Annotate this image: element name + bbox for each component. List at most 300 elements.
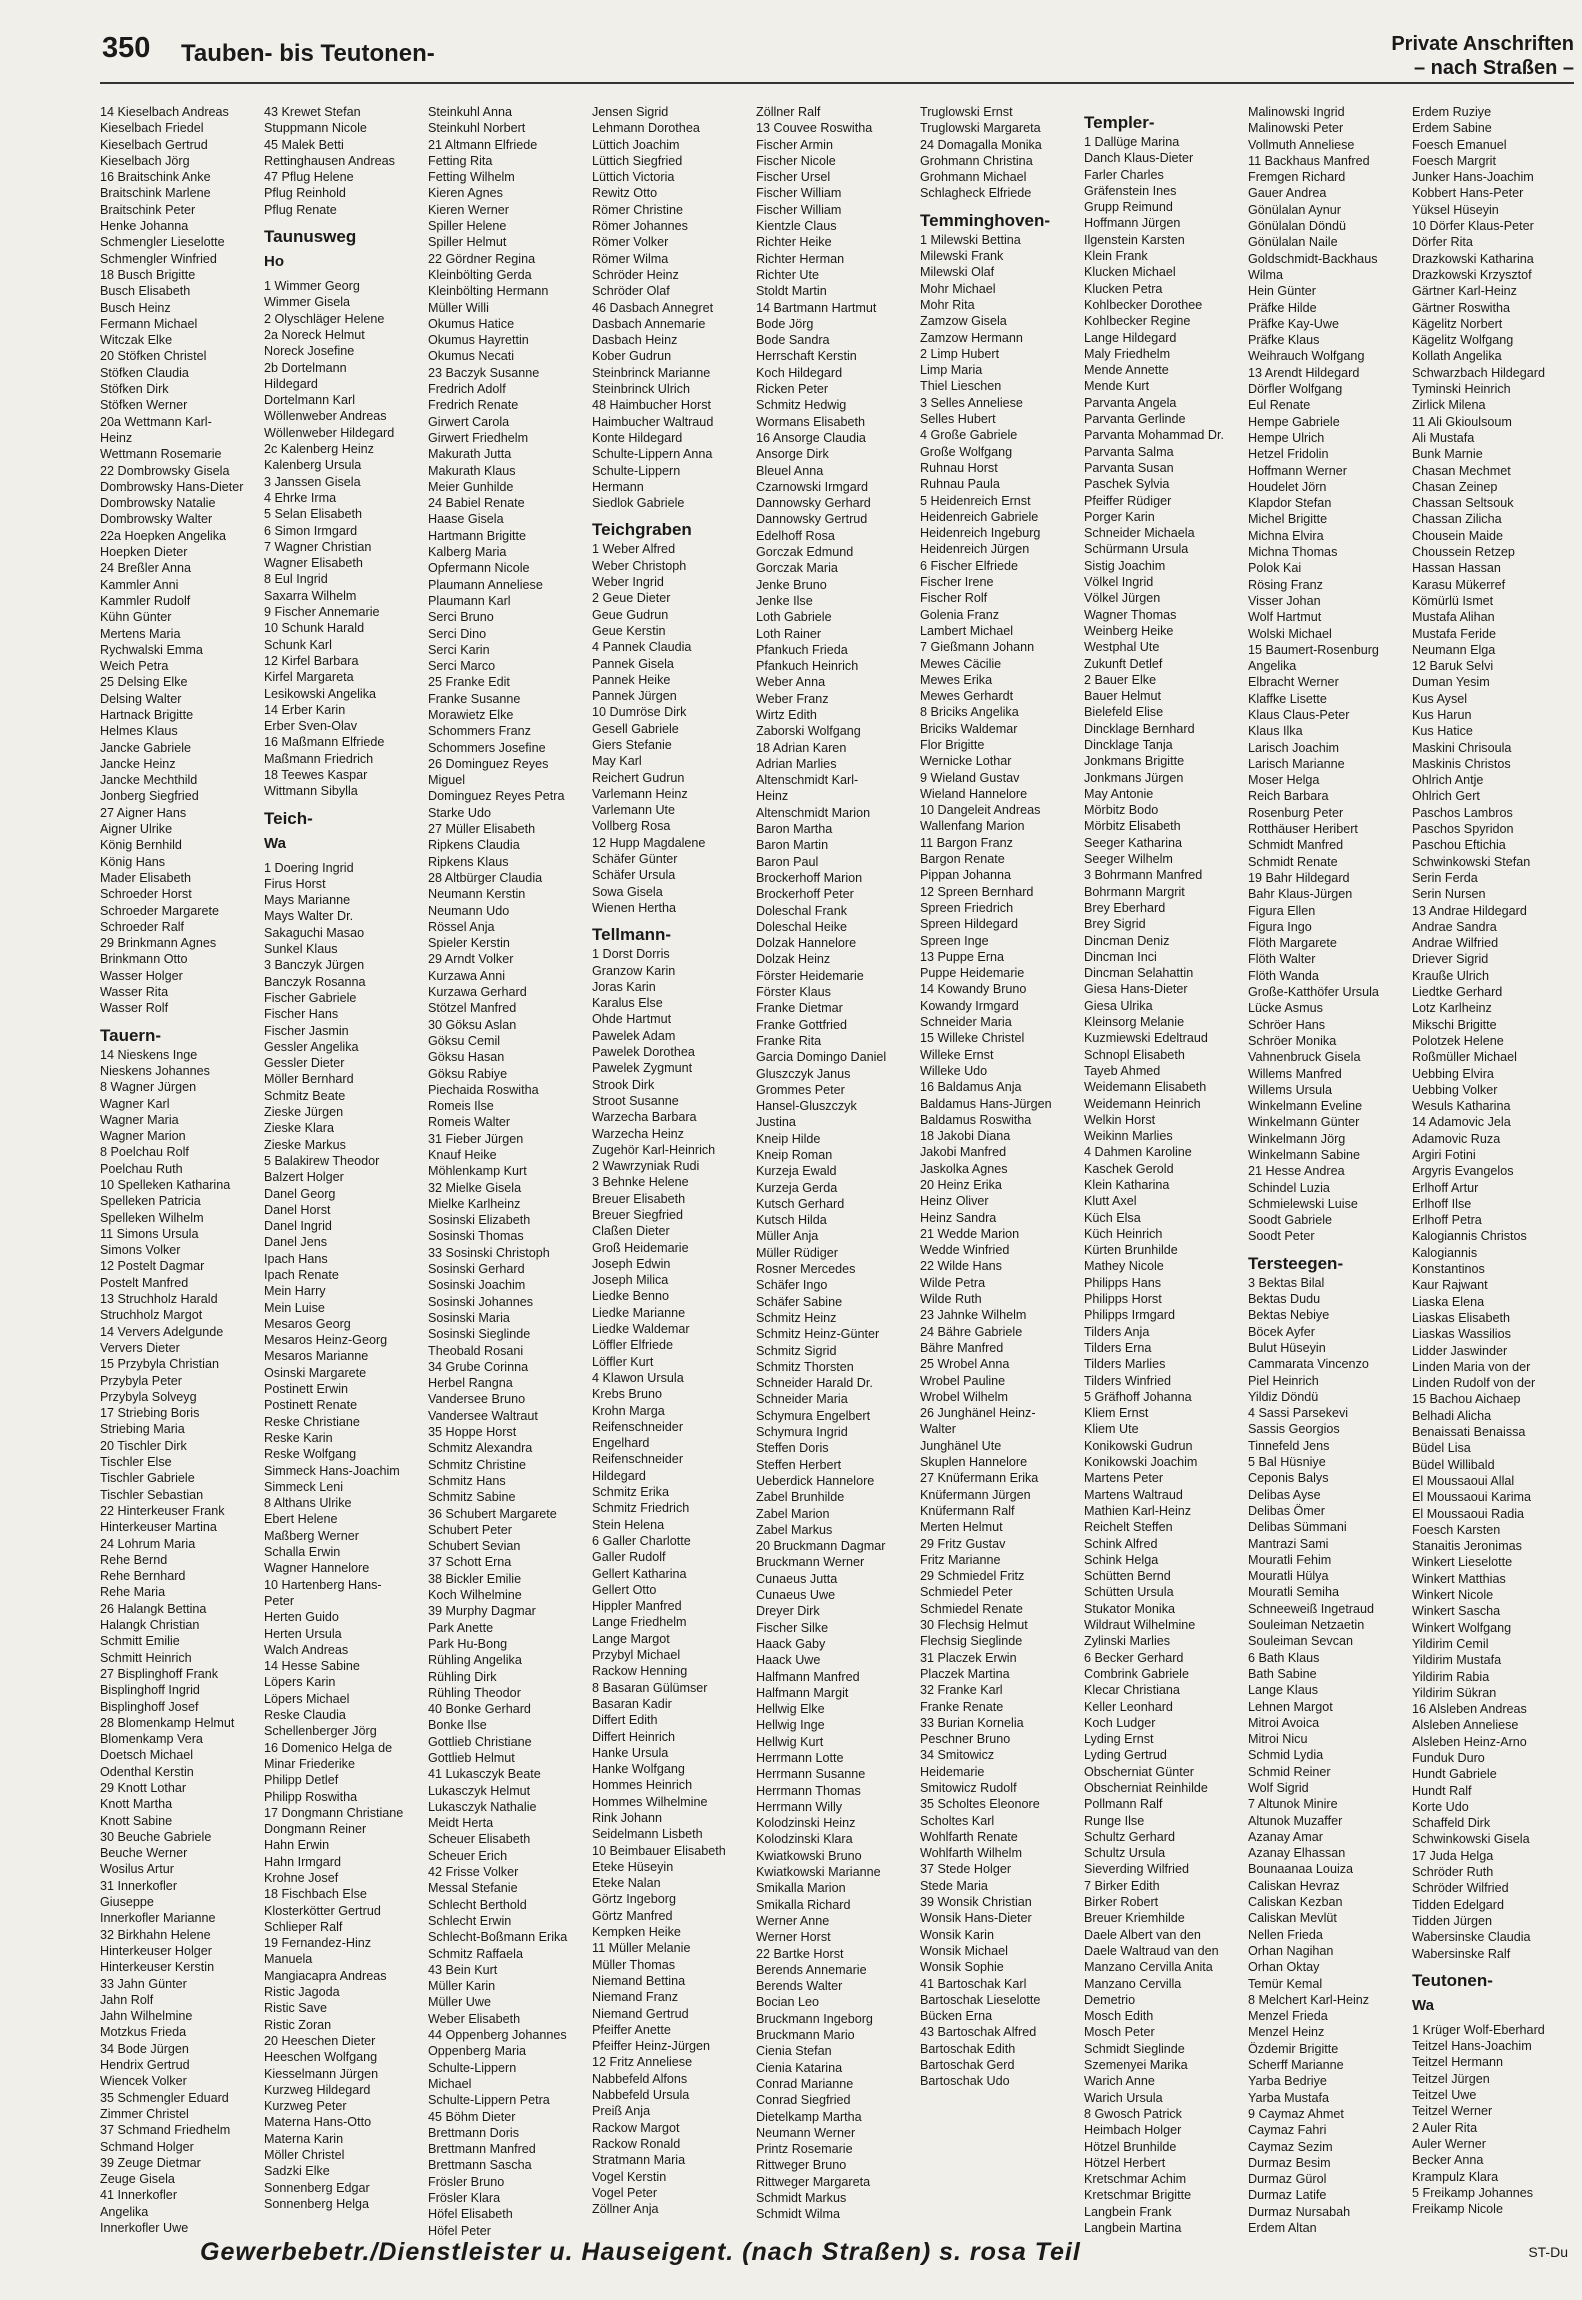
directory-entry: Wagner Karl xyxy=(100,1096,170,1111)
directory-entry: 21 Hesse Andrea xyxy=(1248,1164,1345,1179)
directory-entry: Mantrazi Sami xyxy=(1248,1536,1329,1551)
directory-entry: Wimmer Gisela xyxy=(264,295,351,310)
directory-entry: Angelika xyxy=(1248,659,1297,674)
directory-entry: Warzecha Heinz xyxy=(592,1126,684,1141)
directory-entry: Römer Volker xyxy=(592,235,669,250)
directory-entry: Baron Paul xyxy=(756,854,819,869)
directory-entry: Frösler Bruno xyxy=(428,2174,505,2189)
directory-entry: Wonsik Karin xyxy=(920,1927,994,1942)
directory-entry: 20 Bruckmann Dagmar xyxy=(756,1539,886,1554)
directory-entry: Müller Willi xyxy=(428,300,489,315)
directory-entry: Wosilus Artur xyxy=(100,1862,174,1877)
district-code: Wa xyxy=(1412,1996,1434,2014)
directory-entry: Lotz Karlheinz xyxy=(1412,1001,1492,1016)
directory-entry: Herten Guido xyxy=(264,1610,339,1625)
directory-entry: Fischer Armin xyxy=(756,137,833,152)
directory-entry: Vahnenbruck Gisela xyxy=(1248,1050,1361,1065)
district-code: Ho xyxy=(264,253,284,271)
directory-entry: 7 Wagner Christian xyxy=(264,539,372,554)
directory-entry: Yildirim Rabia xyxy=(1412,1669,1490,1684)
directory-entry: Winkert Lieselotte xyxy=(1412,1555,1513,1570)
directory-entry: Mein Harry xyxy=(264,1284,326,1299)
directory-entry: Liedke Waldemar xyxy=(592,1322,690,1337)
directory-entry: Schütten Ursula xyxy=(1084,1585,1174,1600)
directory-entry: Koch Hildegard xyxy=(756,365,843,380)
directory-entry: Ilgenstein Karsten xyxy=(1084,232,1185,247)
directory-entry: Wonsik Michael xyxy=(920,1943,1008,1958)
directory-entry: 4 Große Gabriele xyxy=(920,428,1018,443)
directory-entry: Müller Thomas xyxy=(592,1957,676,1972)
directory-entry: Mein Luise xyxy=(264,1300,325,1315)
directory-entry: Zöllner Ralf xyxy=(756,105,821,119)
directory-entry: Azanay Elhassan xyxy=(1248,1846,1346,1861)
directory-entry: Kleinsorg Melanie xyxy=(1084,1015,1185,1030)
directory-entry: Blomenkamp Vera xyxy=(100,1732,203,1747)
directory-entry: 8 Poelchau Rolf xyxy=(100,1145,189,1160)
directory-entry: Pfeiffer Heinz-Jürgen xyxy=(592,2039,711,2054)
directory-entry: Dongmann Reiner xyxy=(264,1822,367,1837)
directory-entry: Truglowski Ernst xyxy=(920,105,1013,119)
directory-entry: Malinowski Ingrid xyxy=(1248,105,1345,119)
directory-entry: Willems Manfred xyxy=(1248,1066,1342,1081)
directory-entry: Kutsch Hilda xyxy=(756,1213,827,1228)
directory-entry: Heinz xyxy=(100,430,133,445)
directory-entry: Pawelek Dorothea xyxy=(592,1045,695,1060)
directory-entry: 6 Galler Charlotte xyxy=(592,1533,691,1548)
directory-entry: Ueberdick Hannelore xyxy=(756,1473,875,1488)
directory-entry: Kirfel Margareta xyxy=(264,670,354,685)
directory-entry: Kleinbölting Gerda xyxy=(428,267,532,282)
directory-entry: 43 Bein Kurt xyxy=(428,1962,498,1977)
directory-entry: Stukator Monika xyxy=(1084,1601,1175,1616)
directory-entry: Andrae Sandra xyxy=(1412,919,1497,934)
directory-entry: Michna Thomas xyxy=(1248,545,1338,560)
directory-entry: Weber Franz xyxy=(756,691,829,706)
directory-entry: Noreck Josefine xyxy=(264,344,355,359)
directory-entry: Serci Dino xyxy=(428,626,487,641)
directory-entry: Schink Helga xyxy=(1084,1552,1159,1567)
directory-entry: Fischer Hans xyxy=(264,1007,339,1022)
directory-entry: Reske Wolfgang xyxy=(264,1447,357,1462)
directory-entry: 13 Couvee Roswitha xyxy=(756,121,873,136)
directory-entry: Wagner Thomas xyxy=(1084,607,1177,622)
directory-entry: Stuppmann Nicole xyxy=(264,121,367,136)
directory-entry: 16 Alsleben Andreas xyxy=(1412,1702,1527,1717)
directory-entry: Eteke Hüseyin xyxy=(592,1859,674,1874)
directory-entry: Menzel Heinz xyxy=(1248,2025,1325,2040)
directory-entry: 35 Scholtes Eleonore xyxy=(920,1797,1040,1812)
directory-entry: Martens Waltraud xyxy=(1084,1487,1183,1502)
directory-entry: Visser Johan xyxy=(1248,593,1321,608)
directory-entry: Große Wolfgang xyxy=(920,444,1013,459)
directory-entry: Schulte-Lippern Anna xyxy=(592,447,713,462)
directory-entry: Teitzel Werner xyxy=(1412,2104,1493,2119)
directory-entry: Duman Yesim xyxy=(1412,675,1490,690)
directory-entry: 5 Selan Elisabeth xyxy=(264,507,363,522)
directory-entry: Wöllenweber Andreas xyxy=(264,409,387,424)
directory-entry: 27 Bisplinghoff Frank xyxy=(100,1666,219,1681)
directory-entry: Hendrix Gertrud xyxy=(100,2058,190,2073)
directory-entry: Balzert Holger xyxy=(264,1170,344,1185)
directory-entry: Hein Günter xyxy=(1248,284,1316,299)
directory-entry: Milewski Olaf xyxy=(920,265,995,280)
directory-entry: Hassan Hassan xyxy=(1412,561,1501,576)
directory-entry: Stein Helena xyxy=(592,1517,665,1532)
directory-entry: Schmidt Renate xyxy=(1248,854,1338,869)
directory-entry: Schmid Lydia xyxy=(1248,1748,1324,1763)
directory-entry: Heidenreich Jürgen xyxy=(920,542,1030,557)
directory-entry: Hoffmann Jürgen xyxy=(1084,216,1181,231)
directory-entry: Neumann Werner xyxy=(756,2125,856,2140)
directory-entry: Drazkowski Katharina xyxy=(1412,251,1534,266)
directory-entry: Fetting Wilhelm xyxy=(428,170,515,185)
directory-entry: Mörbitz Elisabeth xyxy=(1084,819,1181,834)
directory-entry: Adamovic Ruza xyxy=(1412,1131,1501,1146)
directory-entry: Müller Anja xyxy=(756,1229,819,1244)
directory-entry: Zieske Klara xyxy=(264,1121,334,1136)
directory-entry: Steffen Herbert xyxy=(756,1457,842,1472)
directory-entry: Polok Kai xyxy=(1248,561,1302,576)
directory-entry: Philipp Detlef xyxy=(264,1773,339,1788)
directory-entry: Angelika xyxy=(100,2204,149,2219)
directory-entry: 22 Dombrowsky Gisela xyxy=(100,463,230,478)
directory-entry: Przybyl Michael xyxy=(592,1648,681,1663)
directory-entry: Fritz Marianne xyxy=(920,1552,1001,1567)
directory-entry: Pfeiffer Anette xyxy=(592,2022,671,2037)
directory-entry: Wirtz Edith xyxy=(756,707,817,722)
directory-entry: Ohlrich Gert xyxy=(1412,789,1480,804)
directory-entry: 14 Hesse Sabine xyxy=(264,1659,360,1674)
directory-entry: 10 Schunk Harald xyxy=(264,621,365,636)
directory-entry: Striebing Maria xyxy=(100,1422,185,1437)
directory-entry: Postinett Erwin xyxy=(264,1382,348,1397)
directory-entry: Kliem Ernst xyxy=(1084,1406,1149,1421)
directory-entry: Simons Volker xyxy=(100,1243,181,1258)
directory-entry: Schmitz Erika xyxy=(592,1485,669,1500)
directory-entry: Delsing Walter xyxy=(100,691,182,706)
directory-entry: Jensen Sigrid xyxy=(592,105,669,119)
directory-entry: Innerkofler Marianne xyxy=(100,1911,216,1926)
directory-entry: Dominguez Reyes Petra xyxy=(428,789,565,804)
directory-entry: Römer Wilma xyxy=(592,251,669,266)
directory-entry: Doetsch Michael xyxy=(100,1748,194,1763)
directory-entry: Richter Ute xyxy=(756,267,819,282)
directory-entry: Steinbrinck Ulrich xyxy=(592,382,690,397)
directory-entry: Kaschek Gerold xyxy=(1084,1161,1174,1176)
directory-entry: Rehe Bernhard xyxy=(100,1569,186,1584)
directory-entry: Paschos Lambros xyxy=(1412,805,1513,820)
directory-entry: Hinterkeuser Martina xyxy=(100,1520,217,1535)
directory-entry: Busch Heinz xyxy=(100,300,171,315)
directory-entry: Linden Rudolf von der xyxy=(1412,1376,1536,1391)
directory-entry: Vandersee Bruno xyxy=(428,1392,526,1407)
directory-entry: Jakobi Manfred xyxy=(920,1145,1007,1160)
directory-entry: 1 Dallüge Marina xyxy=(1084,135,1180,149)
directory-entry: 3 Behnke Helene xyxy=(592,1175,689,1190)
directory-entry: Sosinski Thomas xyxy=(428,1229,524,1244)
directory-entry: 10 Dumröse Dirk xyxy=(592,705,687,720)
directory-entry: Hellwig Inge xyxy=(756,1718,825,1733)
directory-entry: Eteke Nalan xyxy=(592,1876,661,1891)
directory-entry: Engelhard xyxy=(592,1436,650,1451)
directory-entry: Schultz Gerhard xyxy=(1084,1829,1175,1844)
directory-entry: Jancke Gabriele xyxy=(100,740,192,755)
directory-entry: Wilde Petra xyxy=(920,1275,986,1290)
directory-entry: Chassan Seltsouk xyxy=(1412,496,1514,511)
directory-entry: Lange Margot xyxy=(592,1631,670,1646)
directory-entry: Vogel Kerstin xyxy=(592,2169,667,2184)
directory-entry: Kleinbölting Hermann xyxy=(428,284,549,299)
directory-entry: Stöfken Werner xyxy=(100,398,188,413)
directory-entry: Manzano Cervilla xyxy=(1084,1976,1182,1991)
directory-entry: Schneider Harald Dr. xyxy=(756,1376,873,1391)
directory-entry: Lehmann Dorothea xyxy=(592,121,700,136)
directory-entry: Delibas Ayse xyxy=(1248,1487,1321,1502)
directory-entry: Dietelkamp Martha xyxy=(756,2109,862,2124)
directory-entry: Präfke Hilde xyxy=(1248,300,1317,315)
directory-entry: Dombrowsky Natalie xyxy=(100,496,216,511)
directory-entry: Przybyla Solveyg xyxy=(100,1389,197,1404)
directory-entry: Flöth Walter xyxy=(1248,952,1316,967)
directory-entry: Mosch Peter xyxy=(1084,2025,1155,2040)
directory-entry: Sonnenberg Helga xyxy=(264,2196,370,2211)
directory-entry: Kwiatkowski Marianne xyxy=(756,1865,881,1880)
directory-entry: Heinz Sandra xyxy=(920,1210,997,1225)
directory-entry: 3 Banczyk Jürgen xyxy=(264,958,365,973)
directory-entry: Hartnack Brigitte xyxy=(100,707,194,722)
directory-entry: Materna Hans-Otto xyxy=(264,2115,372,2130)
directory-entry: Altenschmidt Marion xyxy=(756,805,871,820)
directory-entry: 22a Hoepken Angelika xyxy=(100,528,227,543)
directory-entry: Kretschmar Brigitte xyxy=(1084,2188,1192,2203)
directory-entry: Schmitz Sigrid xyxy=(756,1343,837,1358)
directory-entry: 11 Simons Ursula xyxy=(100,1226,199,1241)
directory-entry: Plaumann Anneliese xyxy=(428,577,543,592)
directory-entry: Rackow Margot xyxy=(592,2120,680,2135)
directory-entry: Schroeder Ralf xyxy=(100,919,184,934)
directory-entry: Skuplen Hannelore xyxy=(920,1455,1028,1470)
directory-entry: Winkert Matthias xyxy=(1412,1571,1506,1586)
directory-entry: Porger Karin xyxy=(1084,509,1155,524)
directory-entry: Reifenschneider xyxy=(592,1419,684,1434)
directory-entry: Krohn Marga xyxy=(592,1403,665,1418)
directory-entry: 8 Gwosch Patrick xyxy=(1084,2106,1182,2121)
directory-entry: Heinz Oliver xyxy=(920,1194,989,1209)
directory-entry: Gottlieb Helmut xyxy=(428,1750,515,1765)
page-number: 350 xyxy=(102,32,151,64)
directory-entry: Mewes Gerhardt xyxy=(920,689,1014,704)
directory-entry: Okumus Necati xyxy=(428,349,515,364)
directory-entry: Rink Johann xyxy=(592,1810,663,1825)
directory-entry: Sosinski Elizabeth xyxy=(428,1213,531,1228)
directory-entry: Breuer Kriemhilde xyxy=(1084,1911,1185,1926)
directory-entry: Giers Stefanie xyxy=(592,737,672,752)
directory-entry: Ruhnau Horst xyxy=(920,460,998,475)
directory-entry: Kober Gudrun xyxy=(592,349,672,364)
directory-entry: Durmaz Gürol xyxy=(1248,2172,1327,2187)
directory-entry: Ripkens Claudia xyxy=(428,838,520,853)
directory-entry: Mertens Maria xyxy=(100,626,181,641)
directory-entry: 3 Bohrmann Manfred xyxy=(1084,868,1203,883)
directory-entry: Helmes Klaus xyxy=(100,724,178,739)
directory-entry: Giesa Ulrika xyxy=(1084,998,1153,1013)
directory-entry: Tayeb Ahmed xyxy=(1084,1063,1161,1078)
directory-entry: Willems Ursula xyxy=(1248,1082,1332,1097)
directory-entry: 23 Baczyk Susanne xyxy=(428,365,540,380)
directory-entry: Klein Katharina xyxy=(1084,1178,1170,1192)
directory-entry: Vandersee Waltraut xyxy=(428,1408,538,1423)
directory-entry: Klaus Ilka xyxy=(1248,724,1303,739)
directory-entry: Pflug Renate xyxy=(264,202,337,217)
directory-entry: Zöllner Anja xyxy=(592,2202,659,2217)
directory-entry: Kalogiannis xyxy=(1412,1245,1478,1260)
directory-entry: Göksu Hasan xyxy=(428,1050,505,1065)
directory-entry: Schmitt Heinrich xyxy=(100,1650,192,1665)
directory-entry: Reske Christiane xyxy=(264,1414,360,1429)
directory-entry: 1 Milewski Bettina xyxy=(920,232,1021,247)
directory-entry: Karasu Mükerref xyxy=(1412,577,1506,592)
directory-entry: Bisplinghoff Josef xyxy=(100,1699,199,1714)
directory-entry: Giuseppe xyxy=(100,1895,154,1910)
directory-entry: Zabel Marion xyxy=(756,1506,830,1521)
directory-entry: Houdelet Jörn xyxy=(1248,479,1327,494)
directory-entry: 6 Fischer Elfriede xyxy=(920,558,1018,573)
directory-entry: Kieselbach Jörg xyxy=(100,153,190,168)
directory-entry: Bartoschak Lieselotte xyxy=(920,1992,1041,2007)
directory-entry: Bücken Erna xyxy=(920,2009,993,2024)
directory-entry: Henke Johanna xyxy=(100,219,189,234)
section-label xyxy=(1391,32,1574,80)
directory-entry: 14 Kowandy Bruno xyxy=(920,982,1027,997)
directory-entry: Förster Klaus xyxy=(756,985,831,1000)
directory-entry: Hahn Erwin xyxy=(264,1838,330,1853)
directory-entry: Opfermann Nicole xyxy=(428,561,530,576)
directory-entry: Hermann xyxy=(592,479,644,494)
directory-entry: Schlecht Erwin xyxy=(428,1913,512,1928)
directory-entry: Brey Eberhard xyxy=(1084,900,1166,915)
directory-entry: Schmitz Friedrich xyxy=(592,1501,690,1516)
directory-entry: Dincman Deniz xyxy=(1084,933,1170,948)
directory-entry: Wedde Winfried xyxy=(920,1243,1010,1258)
directory-entry: Sassis Georgios xyxy=(1248,1422,1340,1437)
directory-entry: Schneider Maria xyxy=(756,1392,848,1407)
directory-entry: Franke Rita xyxy=(756,1033,822,1048)
directory-entry: Teitzel Hans-Joachim xyxy=(1412,2039,1532,2054)
directory-entry: Argiri Fotini xyxy=(1412,1148,1476,1162)
directory-entry: Spreen Hildegard xyxy=(920,917,1019,932)
directory-entry: Parvanta Susan xyxy=(1084,460,1174,475)
directory-entry: 45 Böhm Dieter xyxy=(428,2109,516,2124)
directory-entry: Knott Martha xyxy=(100,1797,173,1812)
directory-entry: Scherff Marianne xyxy=(1248,2058,1344,2073)
directory-entry: 14 Ververs Adelgunde xyxy=(100,1324,224,1339)
directory-entry: Polotzek Helene xyxy=(1412,1033,1504,1048)
directory-entry: Hundt Ralf xyxy=(1412,1783,1472,1798)
directory-entry: Langbein Frank xyxy=(1084,2204,1172,2219)
directory-entry: Bruckmann Werner xyxy=(756,1555,865,1570)
directory-entry: Mosch Edith xyxy=(1084,2009,1154,2024)
directory-entry: Dreyer Dirk xyxy=(756,1604,820,1619)
directory-entry: Schroeder Horst xyxy=(100,887,192,902)
directory-entry: Bähre Manfred xyxy=(920,1340,1004,1355)
directory-entry: 7 Gießmann Johann xyxy=(920,640,1035,655)
directory-entry: Cunaeus Uwe xyxy=(756,1588,836,1603)
directory-entry: Hempe Ulrich xyxy=(1248,430,1325,445)
directory-entry: Schymura Ingrid xyxy=(756,1425,848,1440)
directory-entry: 16 Maßmann Elfriede xyxy=(264,735,385,750)
directory-columns xyxy=(100,104,1574,2238)
directory-entry: Simmeck Hans-Joachim xyxy=(264,1463,400,1478)
directory-entry: Philipps Irmgard xyxy=(1084,1308,1175,1323)
directory-entry: Temür Kemal xyxy=(1248,1976,1323,1991)
directory-entry: Schmitt Emilie xyxy=(100,1634,180,1649)
directory-entry: Bleuel Anna xyxy=(756,463,824,478)
directory-entry: Hildegard xyxy=(592,1468,646,1483)
directory-entry: Strook Dirk xyxy=(592,1077,655,1092)
directory-entry: Merten Helmut xyxy=(920,1520,1003,1535)
directory-entry: Wormans Elisabeth xyxy=(756,414,865,429)
directory-entry: Herrmann Willy xyxy=(756,1799,843,1814)
directory-entry: Wesuls Katharina xyxy=(1412,1099,1511,1114)
directory-entry: Parvanta Angela xyxy=(1084,395,1177,410)
directory-entry: Hildegard xyxy=(264,376,318,391)
directory-entry: 8 Briciks Angelika xyxy=(920,705,1019,720)
directory-entry: Hempe Gabriele xyxy=(1248,414,1340,429)
directory-entry: Pippan Johanna xyxy=(920,868,1012,883)
directory-entry: Göksu Cemil xyxy=(428,1033,501,1048)
directory-entry: 25 Wrobel Anna xyxy=(920,1357,1010,1372)
directory-entry: Gorczak Maria xyxy=(756,561,838,576)
directory-entry: Schütten Bernd xyxy=(1084,1569,1171,1584)
directory-entry: Sosinski Gerhard xyxy=(428,1262,525,1277)
directory-entry: Messal Stefanie xyxy=(428,1881,518,1896)
directory-entry: Gesell Gabriele xyxy=(592,721,679,736)
directory-entry: Loth Gabriele xyxy=(756,610,832,625)
directory-entry: Mörbitz Bodo xyxy=(1084,803,1159,818)
directory-entry: Pannek Gisela xyxy=(592,656,674,671)
directory-entry: 24 Breßler Anna xyxy=(100,561,192,576)
directory-entry: Cammarata Vincenzo xyxy=(1248,1357,1369,1372)
directory-entry: Malinowski Peter xyxy=(1248,121,1344,136)
directory-entry: Eul Renate xyxy=(1248,398,1311,413)
directory-entry: Walch Andreas xyxy=(264,1642,349,1657)
directory-entry: Ristic Save xyxy=(264,2001,327,2016)
directory-entry: Herrmann Lotte xyxy=(756,1750,844,1765)
directory-entry: 8 Althans Ulrike xyxy=(264,1496,352,1511)
directory-entry: 24 Bähre Gabriele xyxy=(920,1324,1023,1339)
directory-entry: Okumus Hayrettin xyxy=(428,333,529,348)
directory-entry: Sunkel Klaus xyxy=(264,942,338,957)
directory-entry: 28 Altbürger Claudia xyxy=(428,870,543,885)
directory-entry: Schmitz Thorsten xyxy=(756,1359,854,1374)
column-8 xyxy=(1248,104,1410,2235)
directory-entry: Kempken Heike xyxy=(592,1925,681,1940)
directory-entry: Scheuer Elisabeth xyxy=(428,1832,531,1847)
directory-entry: Mikschi Brigitte xyxy=(1412,1017,1497,1032)
directory-entry: Bocian Leo xyxy=(756,1995,820,2010)
directory-entry: Theobald Rosani xyxy=(428,1343,524,1358)
directory-entry: Schmitz Hans xyxy=(428,1473,506,1488)
directory-entry: Linden Maria von der xyxy=(1412,1359,1531,1374)
directory-entry: 44 Oppenberg Johannes xyxy=(428,2028,567,2043)
directory-entry: Schmid Reiner xyxy=(1248,1764,1331,1779)
directory-entry: Schlecht-Boßmann Erika xyxy=(428,1930,568,1945)
directory-entry: Möller Christel xyxy=(264,2148,345,2163)
directory-entry: 39 Zeuge Dietmar xyxy=(100,2155,201,2170)
directory-entry: Granzow Karin xyxy=(592,963,676,978)
directory-entry: Westphal Ute xyxy=(1084,640,1160,655)
directory-entry: Wabersinske Claudia xyxy=(1412,1930,1531,1945)
